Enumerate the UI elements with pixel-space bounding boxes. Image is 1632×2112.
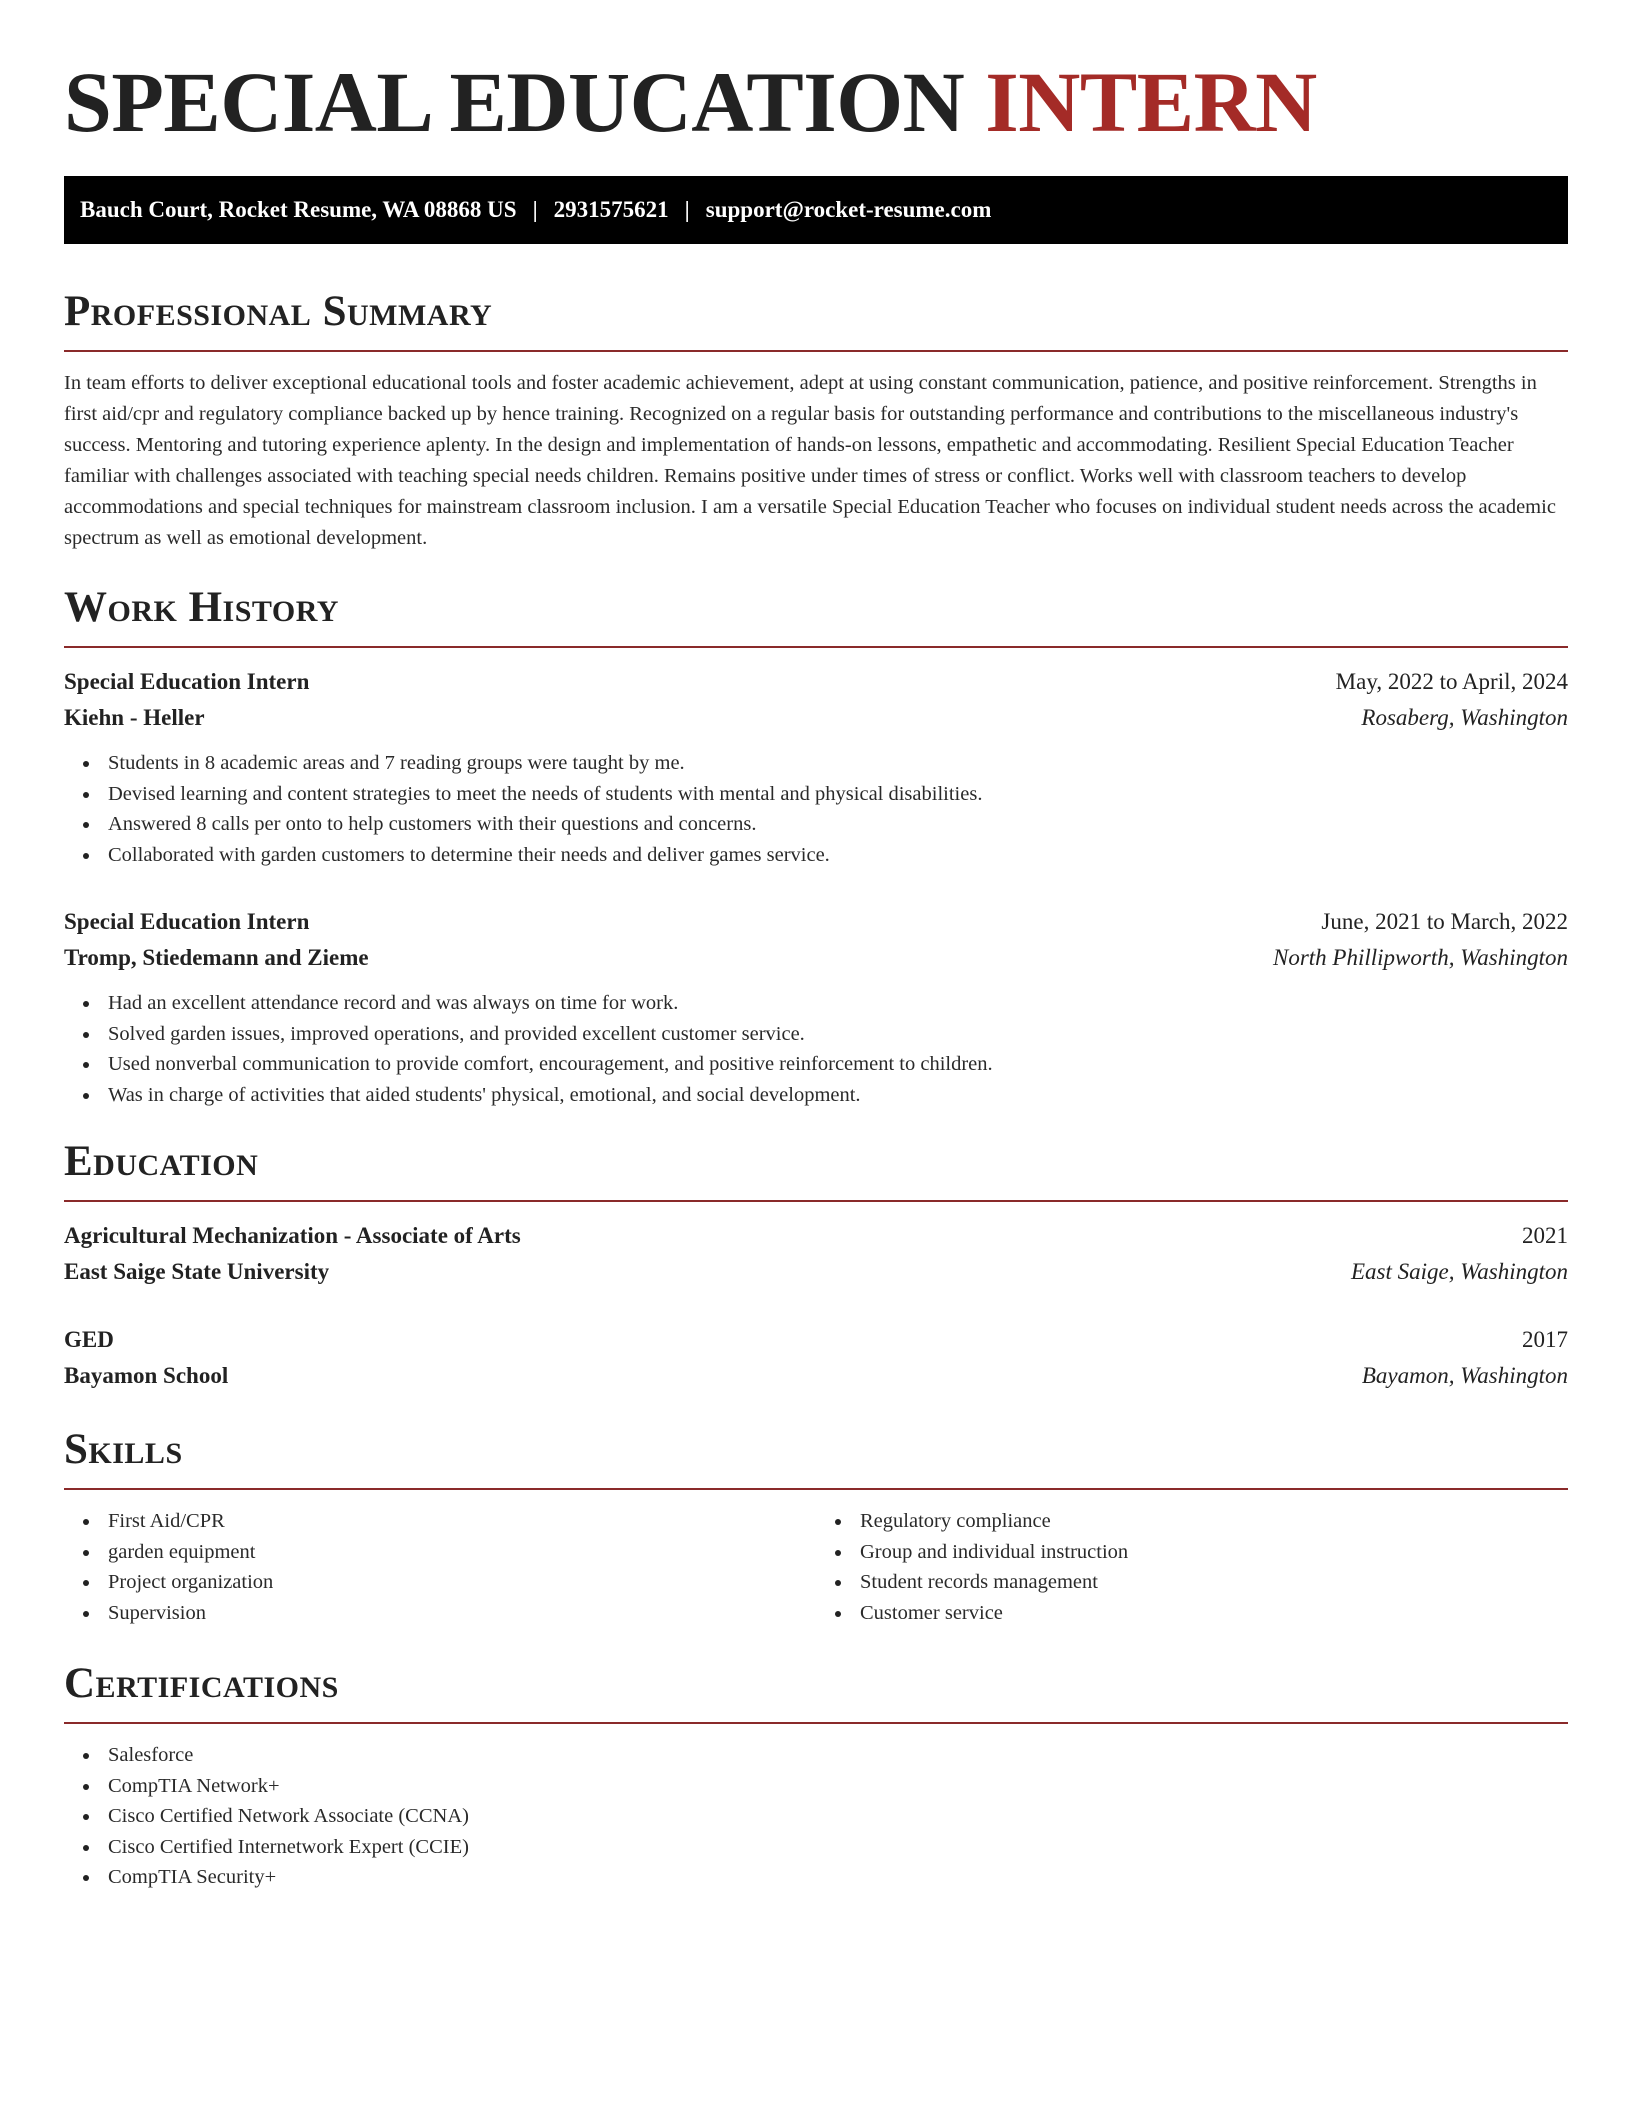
certification-item: CompTIA Security+ — [108, 1862, 1568, 1893]
education-school-row — [64, 1254, 1568, 1290]
job-entry — [64, 904, 1568, 1110]
skills-section — [64, 1424, 1568, 1628]
education-location: East Saige, Washington — [1350, 1259, 1568, 1284]
education-year: 2021 — [1522, 1223, 1568, 1248]
skills-list-right — [816, 1506, 1568, 1628]
title-main: SPECIAL EDUCATION — [64, 54, 965, 150]
job-duty: Devised learning and content strategies to meet the needs of students with mental and physical disabilities. — [108, 779, 1568, 810]
certifications-section — [64, 1658, 1568, 1893]
job-duty: Answered 8 calls per onto to help customers with their questions and concerns. — [108, 809, 1568, 840]
skill-item: Student records management — [860, 1567, 1568, 1598]
job-title: Special Education Intern — [64, 909, 310, 934]
section-divider — [64, 1200, 1568, 1202]
job-location: Rosaberg, Washington — [1361, 705, 1568, 730]
section-heading-work: Work History — [64, 584, 339, 631]
education-degree: GED — [64, 1327, 114, 1352]
skill-item: Customer service — [860, 1598, 1568, 1629]
section-heading-education: Education — [64, 1138, 259, 1185]
section-divider — [64, 646, 1568, 648]
skill-item: Group and individual instruction — [860, 1537, 1568, 1568]
certifications-list — [64, 1740, 1568, 1893]
education-school: Bayamon School — [64, 1363, 229, 1388]
section-divider — [64, 1488, 1568, 1490]
certification-item: Salesforce — [108, 1740, 1568, 1771]
job-duties-list — [64, 988, 1568, 1110]
contact-address: Bauch Court, Rocket Resume, WA 08868 US — [80, 197, 517, 222]
summary-text: In team efforts to deliver exceptional educational tools and foster academic achievement, adept at using constant communication, patience, and positive reinforcement. Strengths in first aid/cpr and regulatory compliance backed up by hence training. Recognized on a regular basis for outstanding performance and contributions to the miscellaneous industry's success. Mentoring and tutoring experience aplenty. In the design and implementation of hands-on lessons, empathetic and accommodating. Resilient Special Education Teacher familiar with challenges associated with teaching special needs children. Remains positive under times of stress or conflict. Works well with classroom teachers to develop accommodations and special techniques for mainstream classroom inclusion. I am a versatile Special Education Teacher who focuses on individual student needs across the academic spectrum as well as emotional development. — [64, 372, 1556, 549]
job-duties-list — [64, 748, 1568, 870]
skill-item: garden equipment — [108, 1537, 816, 1568]
skill-item: Supervision — [108, 1598, 816, 1629]
education-section — [64, 1136, 1568, 1394]
education-degree: Agricultural Mechanization - Associate of Arts — [64, 1223, 521, 1248]
job-duty: Used nonverbal communication to provide comfort, encouragement, and positive reinforcement to children. — [108, 1049, 1568, 1080]
skill-item: Project organization — [108, 1567, 816, 1598]
job-title: Special Education Intern — [64, 669, 310, 694]
job-company: Tromp, Stiedemann and Zieme — [64, 945, 369, 970]
education-location: Bayamon, Washington — [1361, 1363, 1568, 1388]
skills-list-left — [64, 1506, 816, 1628]
contact-separator: | — [684, 197, 690, 222]
job-duty: Was in charge of activities that aided students' physical, emotional, and social development. — [108, 1080, 1568, 1111]
section-heading-skills: Skills — [64, 1426, 183, 1473]
work-history-section — [64, 582, 1568, 1110]
skill-item: First Aid/CPR — [108, 1506, 816, 1537]
contact-phone: 2931575621 — [553, 197, 669, 222]
job-duty: Collaborated with garden customers to determine their needs and deliver games service. — [108, 840, 1568, 871]
certification-item: CompTIA Network+ — [108, 1771, 1568, 1802]
job-duty: Solved garden issues, improved operations, and provided excellent customer service. — [108, 1019, 1568, 1050]
section-divider — [64, 350, 1568, 352]
resume-title — [64, 0, 1568, 152]
education-year: 2017 — [1522, 1327, 1568, 1352]
education-school: East Saige State University — [64, 1259, 330, 1284]
section-heading-certifications: Certifications — [64, 1660, 339, 1707]
contact-bar — [64, 176, 1568, 244]
title-accent: INTERN — [985, 54, 1317, 150]
job-duty: Had an excellent attendance record and was always on time for work. — [108, 988, 1568, 1019]
education-entry — [64, 1322, 1568, 1394]
education-header-row — [64, 1322, 1568, 1358]
job-entry — [64, 664, 1568, 870]
job-company-row — [64, 700, 1568, 736]
education-header-row — [64, 1218, 1568, 1254]
job-company-row — [64, 940, 1568, 976]
skills-grid — [64, 1506, 1568, 1628]
section-divider — [64, 1722, 1568, 1724]
job-location: North Phillipworth, Washington — [1272, 945, 1568, 970]
education-entry — [64, 1218, 1568, 1290]
job-company: Kiehn - Heller — [64, 705, 205, 730]
job-dates: May, 2022 to April, 2024 — [1335, 669, 1568, 694]
contact-email: support@rocket-resume.com — [705, 197, 992, 222]
section-heading-summary: Professional Summary — [64, 288, 493, 335]
skill-item: Regulatory compliance — [860, 1506, 1568, 1537]
job-header-row — [64, 664, 1568, 700]
education-school-row — [64, 1358, 1568, 1394]
job-header-row — [64, 904, 1568, 940]
contact-separator: | — [532, 197, 538, 222]
summary-section — [64, 286, 1568, 554]
job-duty: Students in 8 academic areas and 7 reading groups were taught by me. — [108, 748, 1568, 779]
resume-page — [64, 0, 1568, 1893]
certification-item: Cisco Certified Network Associate (CCNA) — [108, 1801, 1568, 1832]
certification-item: Cisco Certified Internetwork Expert (CCIE) — [108, 1832, 1568, 1863]
job-dates: June, 2021 to March, 2022 — [1321, 909, 1568, 934]
